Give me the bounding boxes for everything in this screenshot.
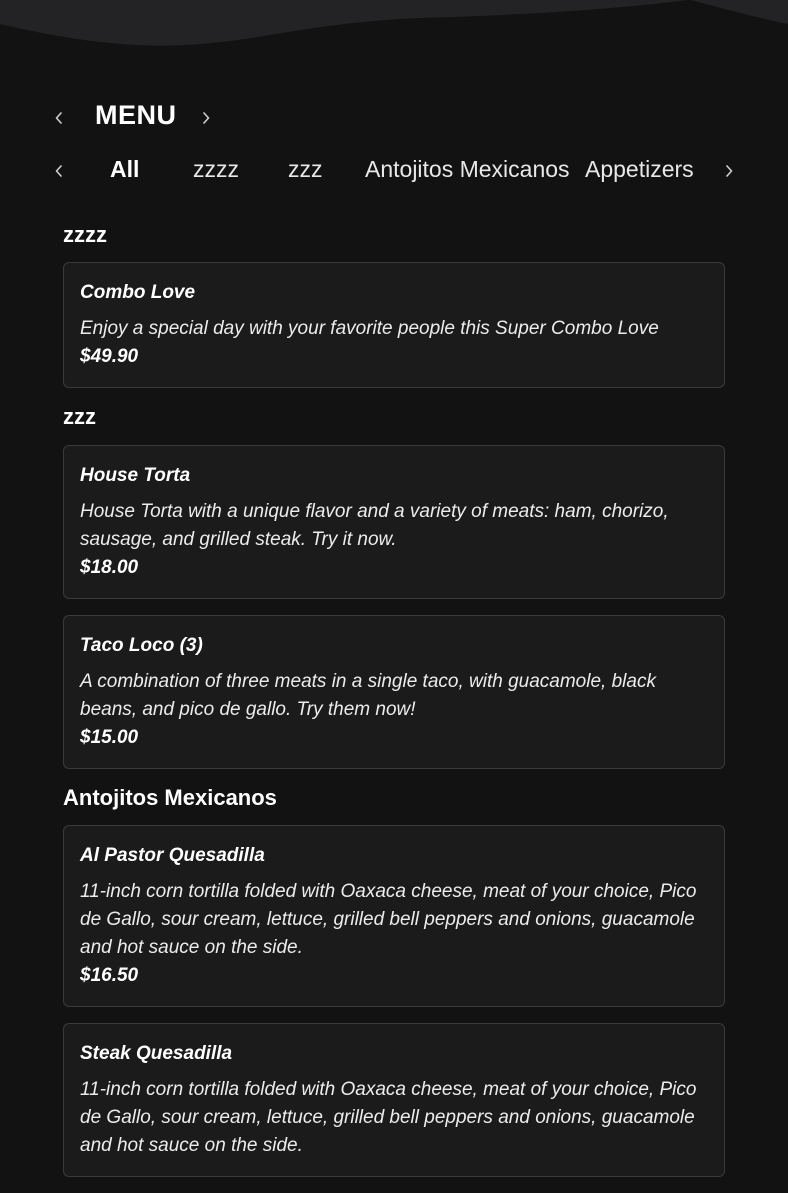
section-title: zzzz <box>63 222 107 247</box>
item-name: House Torta <box>80 464 191 486</box>
tab-zzz[interactable]: zzz <box>288 156 323 182</box>
menu-item-card[interactable] <box>63 615 725 769</box>
item-price: $49.90 <box>80 346 139 368</box>
tab-appetizers[interactable]: Appetizers <box>585 156 694 182</box>
category-tabs <box>0 150 788 192</box>
section-title: Antojitos Mexicanos <box>63 784 277 810</box>
item-description: House Torta with a unique flavor and a variety of meats: ham, chorizo, sausage, and grilled steak. Try it now. <box>80 500 669 550</box>
section-zzzz <box>63 222 725 388</box>
item-price: $15.00 <box>80 726 139 748</box>
item-description: A combination of three meats in a single taco, with guacamole, black beans, and pico de gallo. Try them now! <box>80 670 656 720</box>
item-description: Enjoy a special day with your favorite people this Super Combo Love <box>80 318 659 340</box>
section-antojitos-mexicanos <box>63 785 725 1177</box>
section-zzz <box>63 404 725 768</box>
item-description: 11-inch corn tortilla folded with Oaxaca cheese, meat of your choice, Pico de Gallo, sour cream, lettuce, grilled bell peppers and onions, guacamole and hot sauce on the side. <box>80 881 697 959</box>
item-description: 11-inch corn tortilla folded with Oaxaca cheese, meat of your choice, Pico de Gallo, sour cream, lettuce, grilled bell peppers and onions, guacamole and hot sauce on the side. <box>80 1079 697 1157</box>
item-name: Al Pastor Quesadilla <box>80 845 265 867</box>
section-title: zzz <box>63 404 96 430</box>
chevron-left-icon <box>54 165 64 177</box>
menu-title: MENU <box>95 100 177 130</box>
menu-content <box>63 222 725 1193</box>
item-name: Steak Quesadilla <box>80 1043 233 1065</box>
chevron-left-icon <box>54 112 64 124</box>
menu-item-card[interactable] <box>63 262 725 388</box>
item-price: $16.50 <box>80 965 139 987</box>
menu-prev-button[interactable] <box>46 105 72 131</box>
header-wave <box>0 0 788 60</box>
chevron-right-icon <box>201 112 211 124</box>
chevron-right-icon <box>724 165 734 177</box>
tabs-next-button[interactable] <box>716 158 742 184</box>
menu-item-card[interactable] <box>63 445 725 599</box>
menu-item-card[interactable] <box>63 825 725 1007</box>
menu-header <box>0 92 788 144</box>
item-name: Combo Love <box>80 282 196 304</box>
tab-antojitos-mexicanos[interactable]: Antojitos Mexicanos <box>365 156 570 182</box>
tabs-prev-button[interactable] <box>46 158 72 184</box>
tab-zzzz[interactable]: zzzz <box>193 156 239 182</box>
menu-next-button[interactable] <box>193 105 219 131</box>
item-name: Taco Loco (3) <box>80 634 203 656</box>
item-price: $18.00 <box>80 556 139 578</box>
tab-all[interactable]: All <box>110 156 140 182</box>
menu-item-card[interactable] <box>63 1023 725 1177</box>
